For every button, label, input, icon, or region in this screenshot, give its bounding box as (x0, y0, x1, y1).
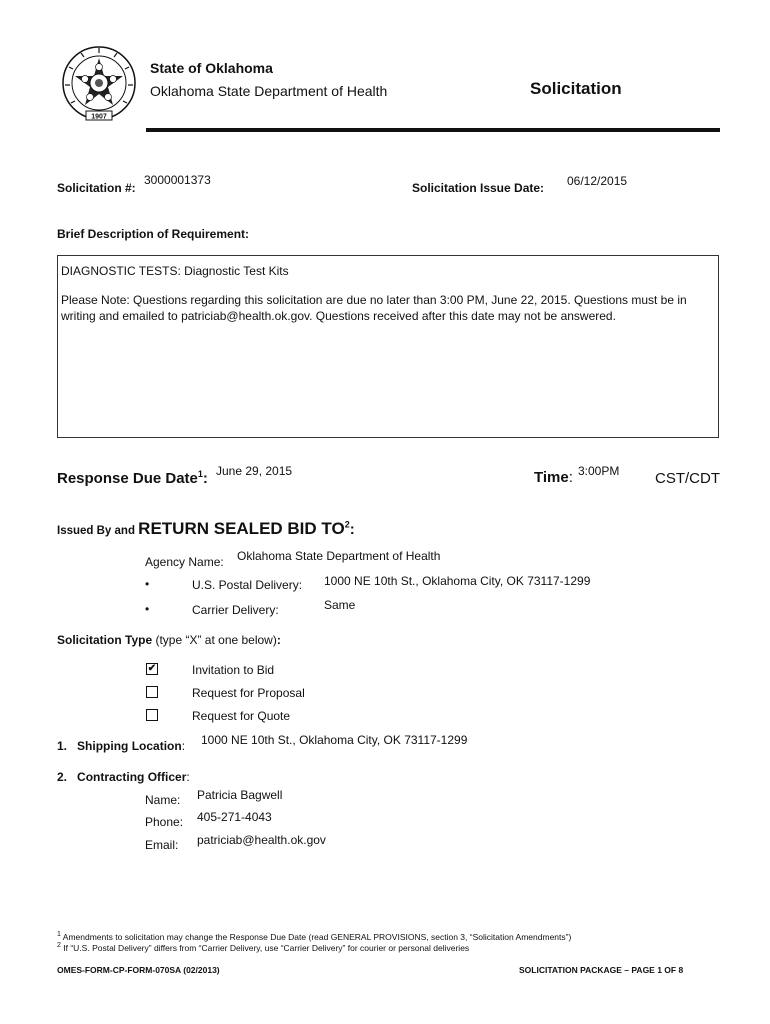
solicitation-number-label: Solicitation #: (57, 181, 136, 195)
contact-phone-label: Phone: (145, 815, 184, 829)
response-time: 3:00PM (578, 464, 620, 478)
contact-name-label: Name: (145, 793, 181, 807)
request-for-quote-label: Request for Quote (192, 709, 291, 723)
postal-delivery-value: 1000 NE 10th St., Oklahoma City, OK 73117-1299 (324, 574, 591, 588)
footnote-2: $^2$ If “U.S. Postal Delivery” differs from “Carrier Delivery, use “Carrier Delivery” for courier or personal deliveries (57, 942, 470, 953)
shipping-location-value: 1000 NE 10th St., Oklahoma City, OK 73117-1299 (201, 733, 468, 747)
invitation-to-bid-label: Invitation to Bid (192, 663, 275, 677)
bullet: • (145, 577, 150, 591)
contact-phone-value: 405-271-4043 (197, 810, 272, 824)
bullet: • (145, 602, 150, 616)
footnote-1: $^1$ Amendments to solicitation may change the Response Due Date (read GENERAL PROVISIONS, section 3, “Solicitation Amendments”) (57, 931, 572, 942)
time-label: Time: (534, 469, 573, 486)
description-title: DIAGNOSTIC TESTS: Diagnostic Test Kits (61, 264, 289, 278)
issue-date-value: 06/12/2015 (567, 174, 628, 188)
request-for-proposal-checkbox[interactable] (146, 686, 158, 698)
description-note: Please Note: Questions regarding this solicitation are due no later than 3:00 PM, June 22, 2015. Questions must be in writing and emailed to patriciab@health.ok.gov. Questions received after this date may not be answered. (61, 293, 687, 323)
form-id: OMES-FORM-CP-FORM-070SA (02/2013) (57, 965, 220, 975)
header-rule (146, 128, 720, 132)
contracting-officer-label: 2. Contracting Officer: (57, 770, 190, 784)
response-due-date: June 29, 2015 (216, 464, 293, 478)
response-timezone: CST/CDT (655, 470, 720, 487)
agency-name-value: Oklahoma State Department of Health (237, 549, 441, 563)
document-type-title: Solicitation (530, 79, 622, 98)
request-for-quote-checkbox[interactable] (146, 709, 158, 721)
department-name: Oklahoma State Department of Health (150, 83, 388, 99)
contact-email-label: Email: (145, 838, 179, 852)
footnote-1-mark: 1 (197, 469, 203, 479)
contact-name-value: Patricia Bagwell (197, 788, 283, 802)
agency-name-label: Agency Name: (145, 555, 224, 569)
description-box (57, 255, 719, 438)
page-indicator: SOLICITATION PACKAGE – PAGE 1 OF 8 (519, 965, 684, 975)
solicitation-number-value: 3000001373 (144, 173, 211, 187)
seal-year: 1907 (91, 113, 107, 121)
issued-by-label: Issued By and RETURN SEALED BID $TO^2$: (57, 519, 355, 538)
carrier-delivery-value: Same (324, 598, 356, 612)
issue-date-label: Solicitation Issue Date: (412, 181, 545, 195)
invitation-to-bid-checkbox[interactable]: ✔ (147, 663, 157, 674)
shipping-location-label: 1. Shipping Location: (57, 739, 186, 753)
state-name: State of Oklahoma (150, 60, 273, 76)
postal-delivery-label: U.S. Postal Delivery: (192, 578, 303, 592)
carrier-delivery-label: Carrier Delivery: (192, 603, 279, 617)
footnote-2-mark: 2 (344, 519, 350, 530)
request-for-proposal-label: Request for Proposal (192, 686, 305, 700)
oklahoma-state-seal-icon (61, 45, 137, 131)
contact-email-value[interactable]: patriciab@health.ok.gov (197, 833, 326, 847)
solicitation-type-label: Solicitation Type (type “X” at one below): (57, 633, 281, 647)
description-label: Brief Description of Requirement: (57, 227, 250, 241)
response-due-label: Response Due Date$^1$: (57, 469, 208, 487)
